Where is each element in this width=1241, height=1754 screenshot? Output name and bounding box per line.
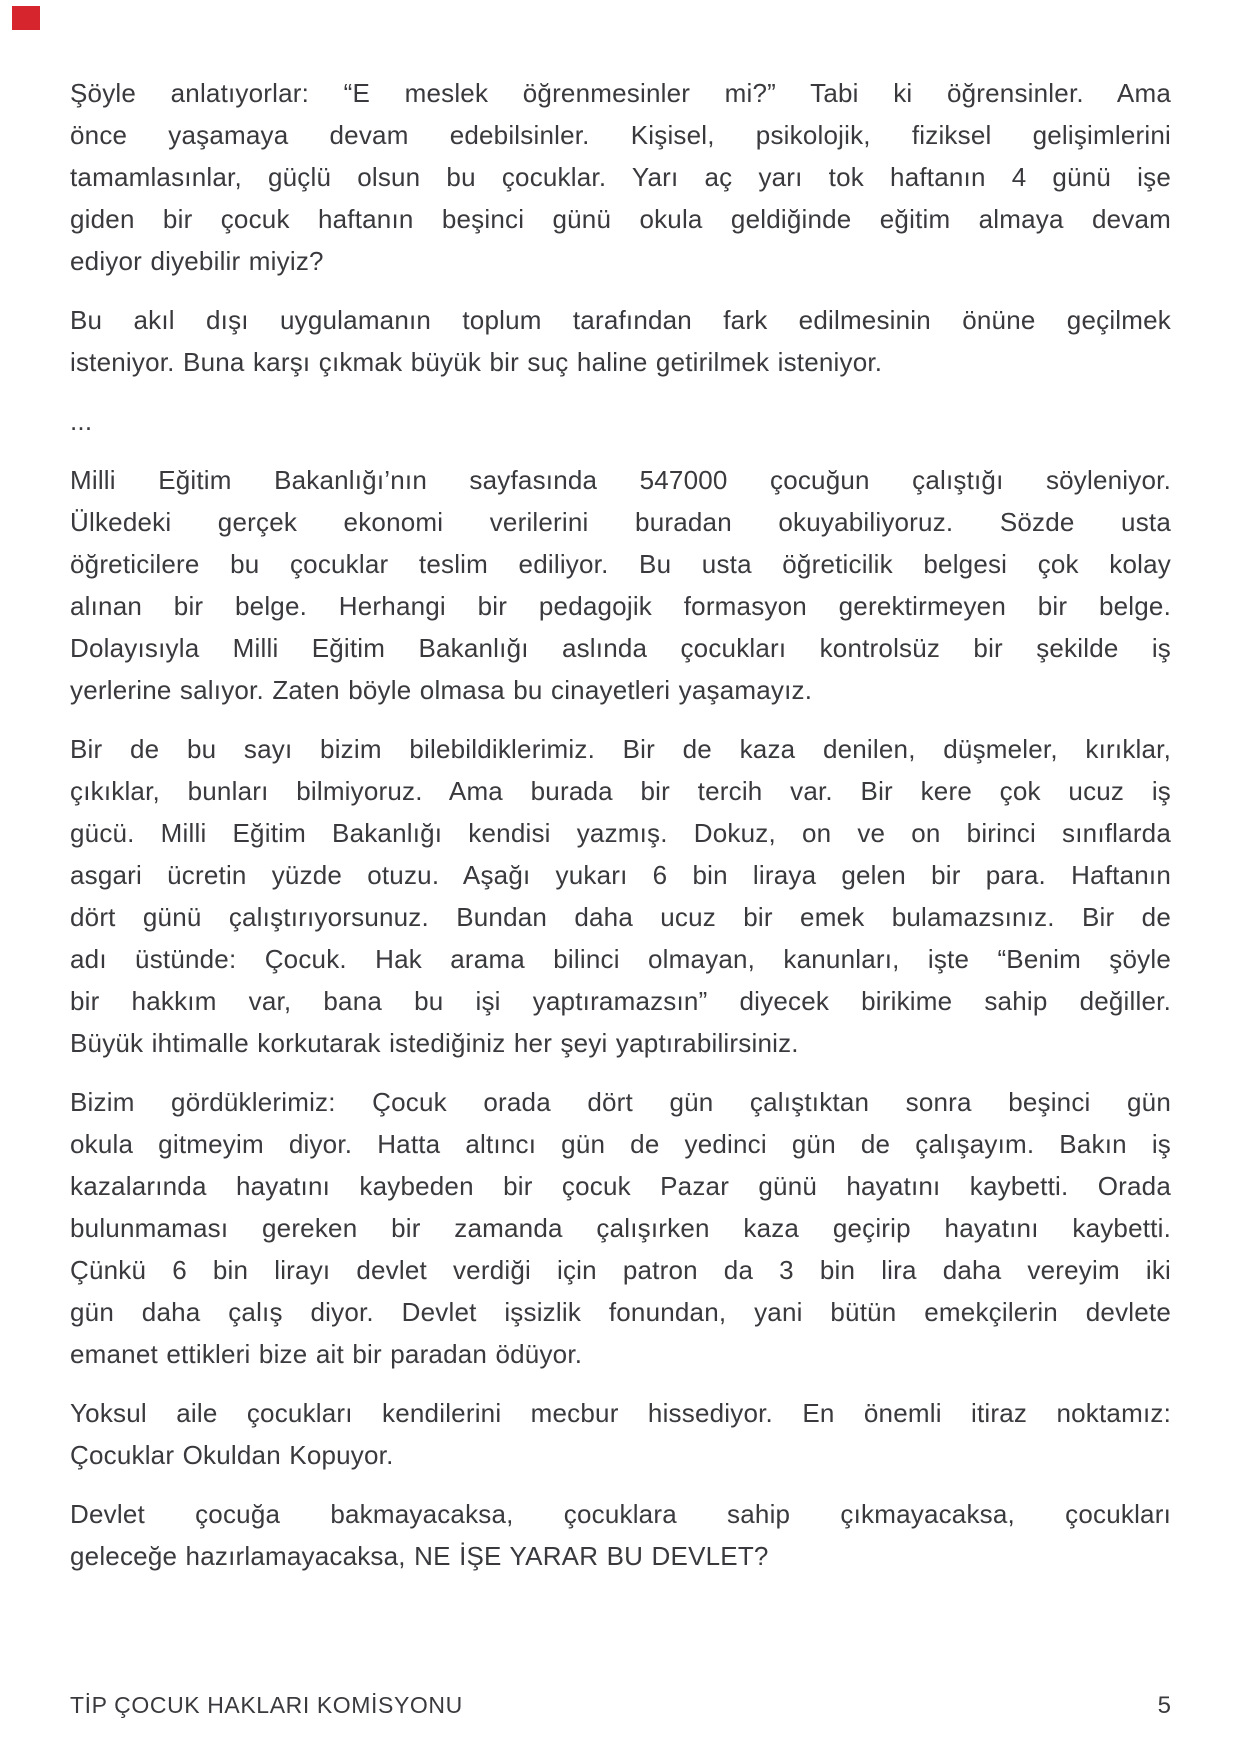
- paragraph-line: isteniyor. Buna karşı çıkmak büyük bir suç haline getirilmek isteniyor.: [70, 347, 883, 377]
- paragraph-line: Şöyle anlatıyorlar: “E meslek öğrenmesinler mi?” Tabi ki öğrensinler. Ama: [70, 78, 1171, 108]
- paragraph-line: Dolayısıyla Milli Eğitim Bakanlığı aslında çocukları kontrolsüz bir şekilde iş: [70, 633, 1171, 663]
- paragraph-line: okula gitmeyim diyor. Hatta altıncı gün de yedinci gün de çalışayım. Bakın iş: [70, 1129, 1171, 1159]
- tip-red-square-logo-mark: [12, 6, 40, 30]
- paragraph-line: Yoksul aile çocukları kendilerini mecbur hissediyor. En önemli itiraz noktamız:: [70, 1398, 1171, 1428]
- document-body: [70, 72, 1171, 1594]
- paragraph-line: giden bir çocuk haftanın beşinci günü okula geldiğinde eğitim almaya devam: [70, 204, 1171, 234]
- paragraph: [70, 1392, 1171, 1476]
- paragraph-line: bir hakkım var, bana bu işi yaptıramazsın” diyecek birikime sahip değiller.: [70, 986, 1171, 1016]
- paragraph: [70, 459, 1171, 711]
- paragraph-line: Bu akıl dışı uygulamanın toplum tarafından fark edilmesinin önüne geçilmek: [70, 305, 1171, 335]
- paragraph-line: alınan bir belge. Herhangi bir pedagojik formasyon gerektirmeyen bir belge.: [70, 591, 1171, 621]
- paragraph: [70, 400, 1171, 442]
- paragraph-line: gün daha çalış diyor. Devlet işsizlik fonundan, yani bütün emekçilerin devlete: [70, 1297, 1171, 1327]
- paragraph: [70, 299, 1171, 383]
- paragraph-line: önce yaşamaya devam edebilsinler. Kişisel, psikolojik, fiziksel gelişimlerini: [70, 120, 1171, 150]
- paragraph: [70, 1493, 1171, 1577]
- paragraph-line: yerlerine salıyor. Zaten böyle olmasa bu cinayetleri yaşamayız.: [70, 675, 813, 705]
- paragraph: [70, 728, 1171, 1064]
- paragraph-line: gücü. Milli Eğitim Bakanlığı kendisi yazmış. Dokuz, on ve on birinci sınıflarda: [70, 818, 1171, 848]
- page-number: 5: [1157, 1692, 1171, 1719]
- paragraph-line: emanet ettikleri bize ait bir paradan ödüyor.: [70, 1339, 583, 1369]
- paragraph-line: Büyük ihtimalle korkutarak istediğiniz her şeyi yaptırabilirsiniz.: [70, 1028, 799, 1058]
- paragraph-line: tamamlasınlar, güçlü olsun bu çocuklar. Yarı aç yarı tok haftanın 4 günü işe: [70, 162, 1171, 192]
- paragraph-line: adı üstünde: Çocuk. Hak arama bilinci olmayan, kanunları, işte “Benim şöyle: [70, 944, 1171, 974]
- paragraph-line: Devlet çocuğa bakmayacaksa, çocuklara sahip çıkmayacaksa, çocukları: [70, 1499, 1171, 1529]
- paragraph-line: kazalarında hayatını kaybeden bir çocuk Pazar günü hayatını kaybetti. Orada: [70, 1171, 1171, 1201]
- paragraph-line: ...: [70, 406, 93, 436]
- paragraph-line: Bizim gördüklerimiz: Çocuk orada dört gün çalıştıktan sonra beşinci gün: [70, 1087, 1171, 1117]
- paragraph-line: dört günü çalıştırıyorsunuz. Bundan daha ucuz bir emek bulamazsınız. Bir de: [70, 902, 1171, 932]
- paragraph: [70, 72, 1171, 282]
- paragraph-line: bulunmaması gereken bir zamanda çalışırken kaza geçirip hayatını kaybetti.: [70, 1213, 1171, 1243]
- paragraph-line: ediyor diyebilir miyiz?: [70, 246, 324, 276]
- paragraph-line: çıkıklar, bunları bilmiyoruz. Ama burada bir tercih var. Bir kere çok ucuz iş: [70, 776, 1171, 806]
- paragraph-line: Milli Eğitim Bakanlığı’nın sayfasında 547000 çocuğun çalıştığı söyleniyor.: [70, 465, 1171, 495]
- paragraph: [70, 1081, 1171, 1375]
- page-footer: [70, 1692, 1171, 1720]
- footer-commission-name: TİP ÇOCUK HAKLARI KOMİSYONU: [70, 1692, 463, 1718]
- paragraph-line: geleceğe hazırlamayacaksa, NE İŞE YARAR BU DEVLET?: [70, 1541, 769, 1571]
- paragraph-line: Çünkü 6 bin lirayı devlet verdiği için patron da 3 bin lira daha vereyim iki: [70, 1255, 1171, 1285]
- paragraph-line: asgari ücretin yüzde otuzu. Aşağı yukarı 6 bin liraya gelen bir para. Haftanın: [70, 860, 1171, 890]
- paragraph-line: öğreticilere bu çocuklar teslim ediliyor. Bu usta öğreticilik belgesi çok kolay: [70, 549, 1171, 579]
- paragraph-line: Çocuklar Okuldan Kopuyor.: [70, 1440, 394, 1470]
- paragraph-line: Bir de bu sayı bizim bilebildiklerimiz. Bir de kaza denilen, düşmeler, kırıklar,: [70, 734, 1171, 764]
- paragraph-line: Ülkedeki gerçek ekonomi verilerini buradan okuyabiliyoruz. Sözde usta: [70, 507, 1171, 537]
